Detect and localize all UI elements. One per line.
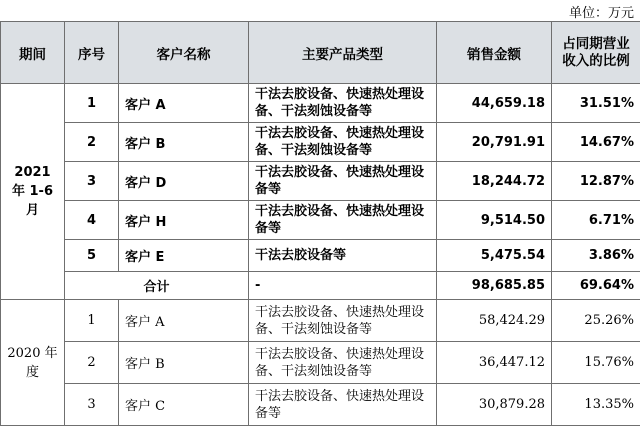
seq-cell: 4 bbox=[65, 201, 119, 240]
period-cell: 2020 年度 bbox=[1, 300, 65, 426]
product-cell: 干法去胶设备、快速热处理设备、干法刻蚀设备等 bbox=[249, 342, 437, 384]
ratio-cell: 15.76% bbox=[552, 342, 640, 384]
ratio-cell: 13.35% bbox=[552, 384, 640, 426]
table-row bbox=[1, 342, 640, 384]
table-row bbox=[1, 84, 640, 123]
total-label: 合计 bbox=[65, 272, 249, 300]
product-cell: 干法去胶设备等 bbox=[249, 240, 437, 272]
header-row bbox=[1, 22, 640, 84]
sales-cell: 20,791.91 bbox=[437, 123, 552, 162]
product-cell: 干法去胶设备、快速热处理设备等 bbox=[249, 201, 437, 240]
seq-cell: 3 bbox=[65, 162, 119, 201]
top-customers-table bbox=[0, 21, 640, 426]
sales-cell: 36,447.12 bbox=[437, 342, 552, 384]
ratio-cell: 25.26% bbox=[552, 300, 640, 342]
sales-cell: 9,514.50 bbox=[437, 201, 552, 240]
ratio-cell: 31.51% bbox=[552, 84, 640, 123]
total-sales: 98,685.85 bbox=[437, 272, 552, 300]
total-row bbox=[1, 272, 640, 300]
table-row bbox=[1, 240, 640, 272]
sales-cell: 44,659.18 bbox=[437, 84, 552, 123]
seq-cell: 1 bbox=[65, 300, 119, 342]
header-product: 主要产品类型 bbox=[249, 22, 437, 84]
table-row bbox=[1, 384, 640, 426]
product-cell: 干法去胶设备、快速热处理设备、干法刻蚀设备等 bbox=[249, 300, 437, 342]
table-row bbox=[1, 162, 640, 201]
total-product: - bbox=[249, 272, 437, 300]
sales-cell: 18,244.72 bbox=[437, 162, 552, 201]
seq-cell: 1 bbox=[65, 84, 119, 123]
ratio-cell: 14.67% bbox=[552, 123, 640, 162]
table-row bbox=[1, 300, 640, 342]
unit-label: 单位：万元 bbox=[568, 6, 634, 21]
period-cell: 2021 年 1-6 月 bbox=[1, 84, 65, 300]
ratio-cell: 6.71% bbox=[552, 201, 640, 240]
customer-cell: 客户 C bbox=[119, 384, 249, 426]
customer-cell: 客户 A bbox=[119, 300, 249, 342]
product-cell: 干法去胶设备、快速热处理设备、干法刻蚀设备等 bbox=[249, 123, 437, 162]
ratio-cell: 12.87% bbox=[552, 162, 640, 201]
header-period: 期间 bbox=[1, 22, 65, 84]
sales-cell: 30,879.28 bbox=[437, 384, 552, 426]
customer-cell: 客户 D bbox=[119, 162, 249, 201]
header-sales: 销售金额 bbox=[437, 22, 552, 84]
customer-cell: 客户 B bbox=[119, 342, 249, 384]
customer-cell: 客户 E bbox=[119, 240, 249, 272]
seq-cell: 5 bbox=[65, 240, 119, 272]
header-customer: 客户名称 bbox=[119, 22, 249, 84]
customer-cell: 客户 H bbox=[119, 201, 249, 240]
seq-cell: 2 bbox=[65, 123, 119, 162]
total-ratio: 69.64% bbox=[552, 272, 640, 300]
customer-cell: 客户 A bbox=[119, 84, 249, 123]
table-row bbox=[1, 201, 640, 240]
product-cell: 干法去胶设备、快速热处理设备等 bbox=[249, 162, 437, 201]
customer-cell: 客户 B bbox=[119, 123, 249, 162]
header-seq: 序号 bbox=[65, 22, 119, 84]
sales-cell: 58,424.29 bbox=[437, 300, 552, 342]
product-cell: 干法去胶设备、快速热处理设备、干法刻蚀设备等 bbox=[249, 84, 437, 123]
sales-cell: 5,475.54 bbox=[437, 240, 552, 272]
table-row bbox=[1, 123, 640, 162]
ratio-cell: 3.86% bbox=[552, 240, 640, 272]
seq-cell: 2 bbox=[65, 342, 119, 384]
seq-cell: 3 bbox=[65, 384, 119, 426]
product-cell: 干法去胶设备、快速热处理设备等 bbox=[249, 384, 437, 426]
header-ratio: 占同期营业收入的比例 bbox=[552, 22, 640, 84]
